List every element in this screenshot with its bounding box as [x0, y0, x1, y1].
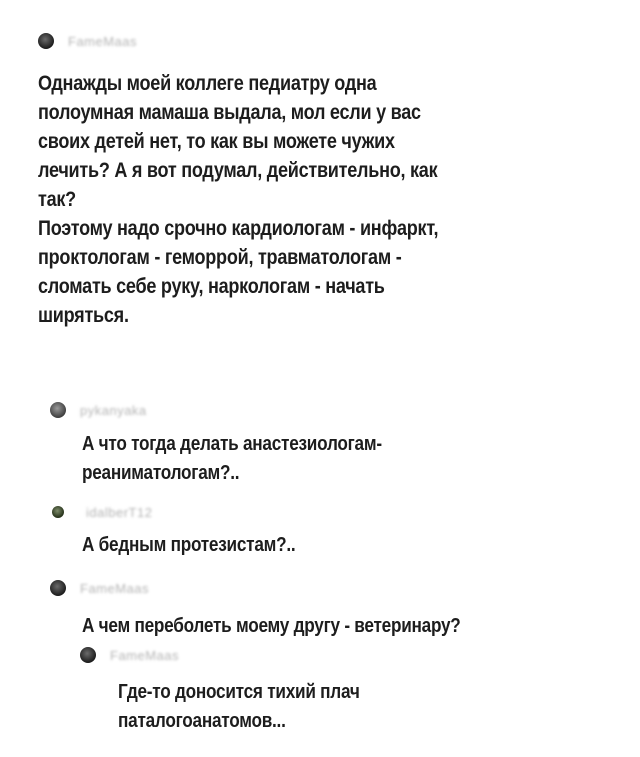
comment-line: Где-то доносится тихий плач [118, 681, 360, 703]
comment-header [50, 577, 610, 599]
username[interactable]: idalberT12 [86, 504, 153, 520]
comment-line: сломать себе руку, наркологам - начать [38, 275, 385, 298]
comment-line: проктологам - геморрой, травматологам - [38, 246, 402, 269]
comment-line: Поэтому надо срочно кардиологам - инфаркт, [38, 217, 439, 240]
reply [50, 577, 610, 641]
comment-line: реаниматологам?.. [82, 462, 240, 484]
comment-text [38, 69, 520, 330]
comment-line: Однажды моей коллеге педиатру одна [38, 72, 377, 95]
comment-line: лечить? А я вот подумал, действительно, как [38, 159, 438, 182]
username[interactable]: FameMaas [110, 647, 180, 663]
reply [80, 644, 600, 736]
comment-line: полоумная мамаша выдала, мол если у вас [38, 101, 421, 124]
reply [50, 501, 590, 560]
username[interactable]: FameMaas [80, 580, 150, 596]
comment-text [118, 678, 533, 736]
comment-line: своих детей нет, то как вы можете чужих [38, 130, 395, 153]
comment-line: ширяться. [38, 304, 129, 327]
comment-text [82, 612, 536, 641]
avatar[interactable] [52, 506, 64, 518]
comment-line: паталогоанатомов... [118, 710, 286, 732]
reply [50, 399, 590, 488]
comment-text [82, 531, 519, 560]
comment-header [80, 644, 600, 666]
avatar[interactable] [50, 402, 66, 418]
comment [38, 30, 598, 330]
comment-line: А что тогда делать анастезиологам- [82, 433, 382, 455]
comment-line: так? [38, 188, 76, 211]
comment-header [50, 501, 590, 523]
comment-line: А чем переболеть моему другу - ветеринару? [82, 615, 461, 637]
avatar[interactable] [80, 647, 96, 663]
avatar[interactable] [38, 33, 54, 49]
comment-line: А бедным протезистам?.. [82, 534, 296, 556]
comment-text [82, 430, 519, 488]
username[interactable]: pykanyaka [80, 402, 147, 418]
comment-header [50, 399, 590, 421]
username[interactable]: FameMaas [68, 33, 138, 49]
avatar[interactable] [50, 580, 66, 596]
comment-header [38, 30, 598, 52]
